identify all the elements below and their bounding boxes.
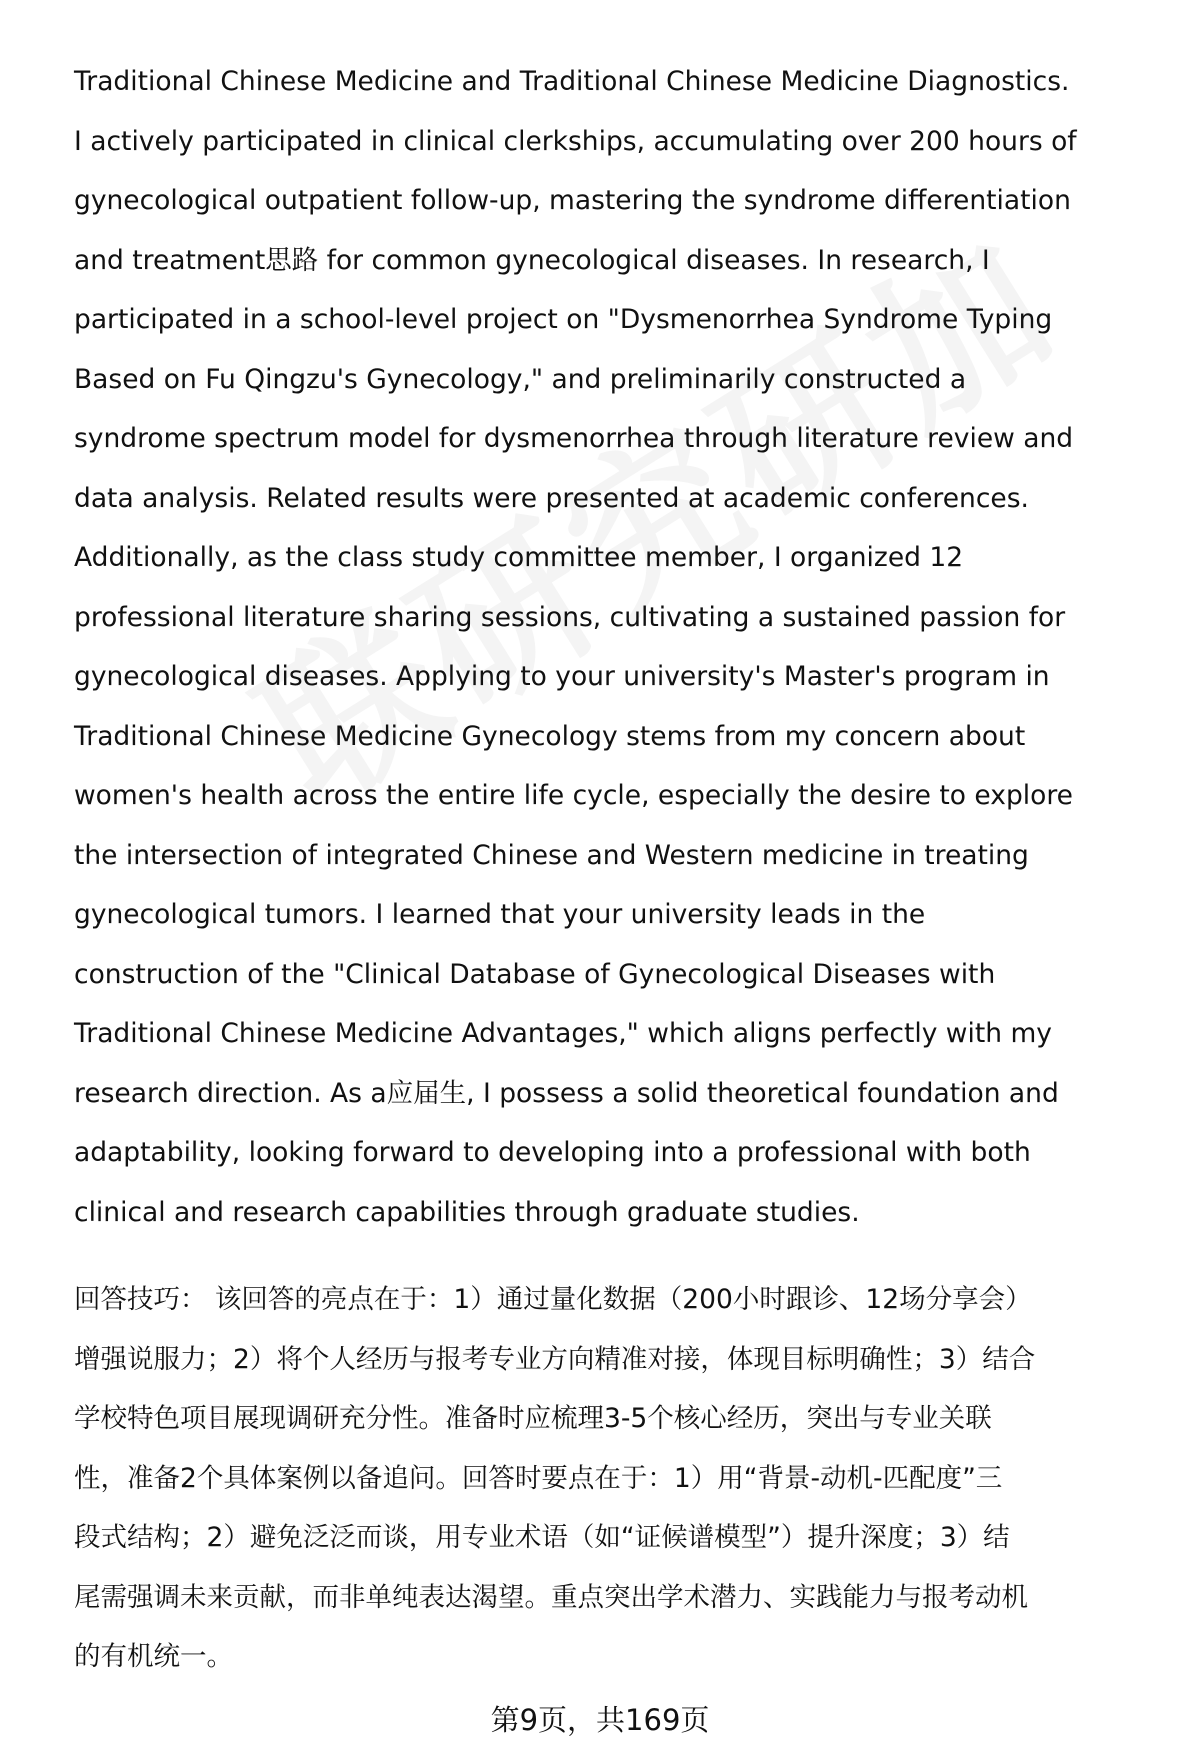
- answer-tips-paragraph: 回答技巧： 该回答的亮点在于：1）通过量化数据（200小时跟诊、12场分享会） 增强说服力；2）将个人经历与报考专业方向精准对接，体现目标明确性；3）结合 学校特色项目展现调研充分性。准备时应梳理3-5个核心经历，突出与专业关联 性，准备2个具体案例以备追问。回答时要点在于：1）用“背景-动机-匹配度”三 段式结构；2）避免泛泛而谈，用专业术语（如“证候谱模型”）提升深度；3）结 尾需强调未来贡献，而非单纯表达渴望。重点突出学术潜力、实践能力与报考动机 的有机统一。: [74, 1284, 1036, 1672]
- page-number-footer: 第9页，共169页: [490, 1703, 710, 1737]
- body-paragraph: Traditional Chinese Medicine and Traditional Chinese Medicine Diagnostics. I actively participated in clinical clerkships, accumulating over 200 hours of gynecological outpatient follow-up, mastering the syndrome differentiation and treatment思路 for common gynecological diseases. In research, I participated in a school-level project on "Dysmenorrhea Syndrome Typing Based on Fu Qingzu's Gynecology," and preliminarily constructed a syndrome spectrum model for dysmenorrhea through literature review and data analysis. Related results were presented at academic conferences. Additionally, as the class study committee member, I organized 12 professional literature sharing sessions, cultivating a sustained passion for gynecological diseases. Applying to your university's Master's program in Traditional Chinese Medicine Gynecology stems from my concern about women's health across the entire life cycle, especially the desire to explore the intersection of integrated Chinese and Western medicine in treating gynecological tumors. I learned that your university leads in the construction of the "Clinical Database of Gynecological Diseases with Traditional Chinese Medicine Advantages," which aligns perfectly with my research direction. As a应届生, I possess a solid theoretical foundation and adaptability, looking forward to developing into a professional with both clinical and research capabilities through graduate studies.: [74, 66, 1077, 1228]
